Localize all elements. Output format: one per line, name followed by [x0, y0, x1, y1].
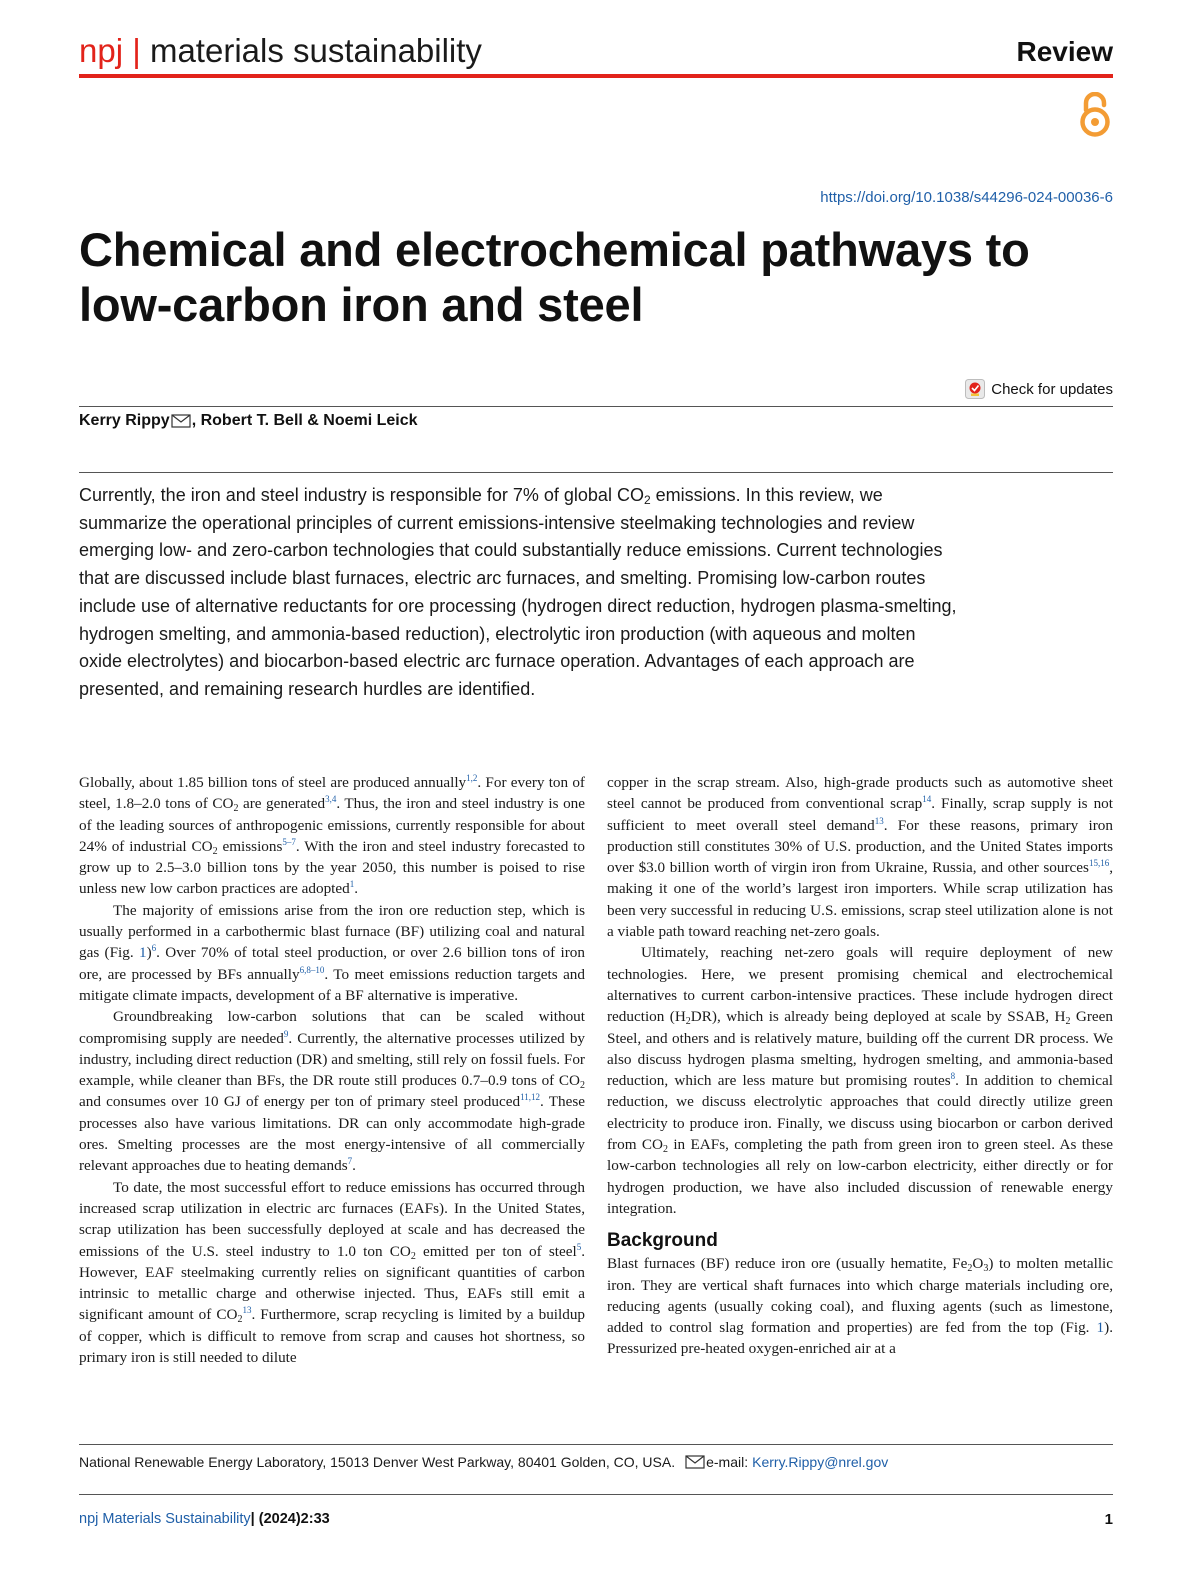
article-type: Review: [1016, 36, 1113, 67]
citation[interactable]: 5: [576, 1241, 582, 1252]
paragraph: copper in the scrap stream. Also, high-grade products such as automotive sheet steel cannot be produced from conventional scrap$^{14}$. Finally, scrap supply is not sufficient to meet overall steel demand$^{13}$. For these reasons, primary iron production still constitutes 30% of U.S. production, and the United States imports over $3.0 billion worth of virgin iron from Ukraine, Russia, and other sources$^{15,16}$, making it one of the world’s largest iron importers. While scrap utilization has been very successful in reducing U.S. emissions, scrap steel utilization alone is not a viable path toward reaching net-zero goals.: [607, 774, 1113, 941]
figure-link[interactable]: 1: [138, 944, 147, 962]
journal-name: [79, 32, 482, 70]
citation[interactable]: 15,16: [1088, 858, 1110, 869]
doi-link[interactable]: https://doi.org/10.1038/s44296-024-00036-6: [820, 189, 1113, 206]
footer-divider: [79, 1494, 1113, 1495]
affiliation-divider: [79, 1444, 1113, 1445]
citation[interactable]: 14: [922, 794, 932, 805]
check-updates-icon: [965, 379, 985, 399]
mail-icon: [685, 1455, 705, 1469]
paragraph: Groundbreaking low-carbon solutions that can be scaled without compromising supply are needed$^9$. Currently, the alternative processes utilized by industry, including direct reduction (DR) and smelting, still rely on fossil fuels. For example, while cleaner than BFs, the DR route still produces 0.7–0.9 tons of $CO_2$ and consumes over 10 GJ of energy per ton of primary steel produced$^{11,12}$. These processes also have various limitations. DR can only accommodate high-grade ores. Smelting processes are the most energy-intensive of all commercially relevant approaches due to heating demands$^7$.: [79, 1008, 586, 1175]
paragraph: Blast furnaces (BF) reduce iron ore (usually hematite, $Fe_2O_3$) to molten metallic iron. They are vertical shaft furnaces into which charge materials including ore, reducing agents (usually coking coal), and fluxing agents (such as limestone, added to control slag formation and properties) are fed from the top (Fig. 1). Pressurized pre-heated oxygen-enriched air at a: [607, 1255, 1113, 1358]
email-label: e-mail:: [706, 1454, 749, 1470]
body-left-column: [79, 772, 585, 1368]
citation[interactable]: 7: [347, 1156, 353, 1167]
paragraph: To date, the most successful effort to reduce emissions has occurred through increased scrap utilization in electric arc furnaces (EAFs). In the United States, scrap utilization has been successfully deployed at scale and has decreased the emissions of the U.S. steel industry to 1.0 ton $CO_2$ emitted per ton of steel$^5$. However, EAF steelmaking currently relies on significant quantities of carbon intrinsic to metallic charge and otherwise injected. Thus, EAFs still emit a significant amount of $CO_2^{13}$. Furthermore, scrap recycling is limited by a buildup of copper, which is difficult to remove from scrap and causes hot shortness, so primary iron is still needed to dilute: [79, 1178, 586, 1367]
abstract: Currently, the iron and steel industry is responsible for 7% of global $CO_2$ emissions. In this review, we summarize the operational principles of current emissions-intensive steelmaking technologies and review emerging low- and zero-carbon technologies that could substantially reduce emissions. Current technologies that are discussed include blast furnaces, electric arc furnaces, and smelting. Promising low-carbon routes include use of alternative reductants for ore processing (hydrogen direct reduction, hydrogen plasma-smelting, hydrogen smelting, and ammonia-based reduction), electrolytic iron production (with aqueous and molten oxide electrolytes) and biocarbon-based electric arc furnace operation. Advantages of each approach are presented, and remaining research hurdles are identified.: [79, 485, 957, 699]
citation[interactable]: 6,8–10: [299, 964, 325, 975]
journal-brand: npj: [79, 32, 124, 69]
check-for-updates-button[interactable]: [965, 378, 1113, 400]
citation[interactable]: 1: [349, 879, 355, 890]
paragraph: Ultimately, reaching net-zero goals will require deployment of new technologies. Here, we present promising chemical and electrochemical alternatives to current carbon-intensive practices. These include hydrogen direct reduction $(H_2DR)$, which is already being deployed at scale by SSAB, $H_2$ Green Steel, and others and is relatively mature, building off the current DR process. We also discuss hydrogen plasma smelting, hydrogen smelting, and ammonia-based reduction, which are less mature but promising routes$^8$. In addition to chemical reduction, we discuss electrolytic approaches that could directly utilize green electricity to produce iron. Finally, we discuss using biocarbon or carbon derived from $CO_2$ in EAFs, completing the path from green iron to green steel. As these low-carbon technologies all rely on low-carbon electricity, either directly or for hydrogen production, we have also included discussion of renewable energy integration.: [607, 944, 1113, 1217]
article-title: Chemical and electrochemical pathways to low-carbon iron and steel: [79, 223, 1030, 331]
author-others: , Robert T. Bell & Noemi Leick: [191, 412, 418, 429]
citation[interactable]: 13: [242, 1305, 252, 1316]
affiliation-text: National Renewable Energy Laboratory, 15013 Denver West Parkway, 80401 Golden, CO, USA.: [79, 1454, 676, 1470]
footer-journal-link[interactable]: npj Materials Sustainability: [79, 1511, 251, 1527]
journal-header: [79, 30, 1113, 76]
affiliation: [79, 1454, 888, 1470]
citation[interactable]: 13: [874, 815, 884, 826]
figure-link[interactable]: 1: [1096, 1319, 1105, 1337]
section-heading: Background: [607, 1230, 718, 1252]
email-link[interactable]: Kerry.Rippy@nrel.gov: [752, 1454, 889, 1470]
check-updates-label: Check for updates: [991, 380, 1113, 398]
footer-volume: | (2024)2:33: [250, 1511, 330, 1527]
journal-title: materials sustainability: [149, 32, 482, 69]
author-1[interactable]: Kerry Rippy: [79, 412, 170, 429]
citation[interactable]: 3,4: [325, 794, 337, 805]
citation[interactable]: 5–7: [282, 836, 296, 847]
citation[interactable]: 6: [151, 943, 157, 954]
authors-divider: [79, 472, 1113, 473]
citation[interactable]: 1,2: [466, 773, 478, 783]
open-access-icon: [1076, 92, 1114, 138]
footer-citation: [79, 1511, 330, 1527]
author-list: [79, 412, 418, 430]
citation[interactable]: 8: [950, 1071, 956, 1082]
paragraph: The majority of emissions arise from the iron ore reduction step, which is usually performed in a carbothermic blast furnace (BF) utilizing coal and natural gas (Fig. 1)$^6$. Over 70% of total steel production, or over 2.6 billion tons of iron ore, are processed by BFs annually$^{6,8-10}$. To meet emissions reduction targets and mitigate climate impacts, development of a BF alternative is imperative.: [79, 901, 585, 1004]
journal-separator: |: [132, 32, 141, 69]
citation[interactable]: 11,12: [520, 1092, 540, 1103]
mail-icon[interactable]: [171, 414, 191, 428]
page-number: 1: [1104, 1511, 1113, 1528]
citation[interactable]: 9: [283, 1028, 289, 1039]
body-right-column: [607, 772, 1113, 1360]
header-divider: [79, 74, 1113, 78]
paragraph: Globally, about 1.85 billion tons of steel are produced annually$^{1,2}$. For every ton of steel, 1.8–2.0 tons of $CO_2$ are generated$^{3,4}$. Thus, the iron and steel industry is one of the leading sources of anthropogenic emissions, currently responsible for about 24% of industrial $CO_2$ emissions$^{5-7}$. With the iron and steel industry forecasted to grow up to 2.5–3.0 billion tons by the year 2050, this number is poised to rise unless new low carbon practices are adopted$^1$.: [79, 773, 585, 898]
title-divider: [79, 406, 1113, 407]
